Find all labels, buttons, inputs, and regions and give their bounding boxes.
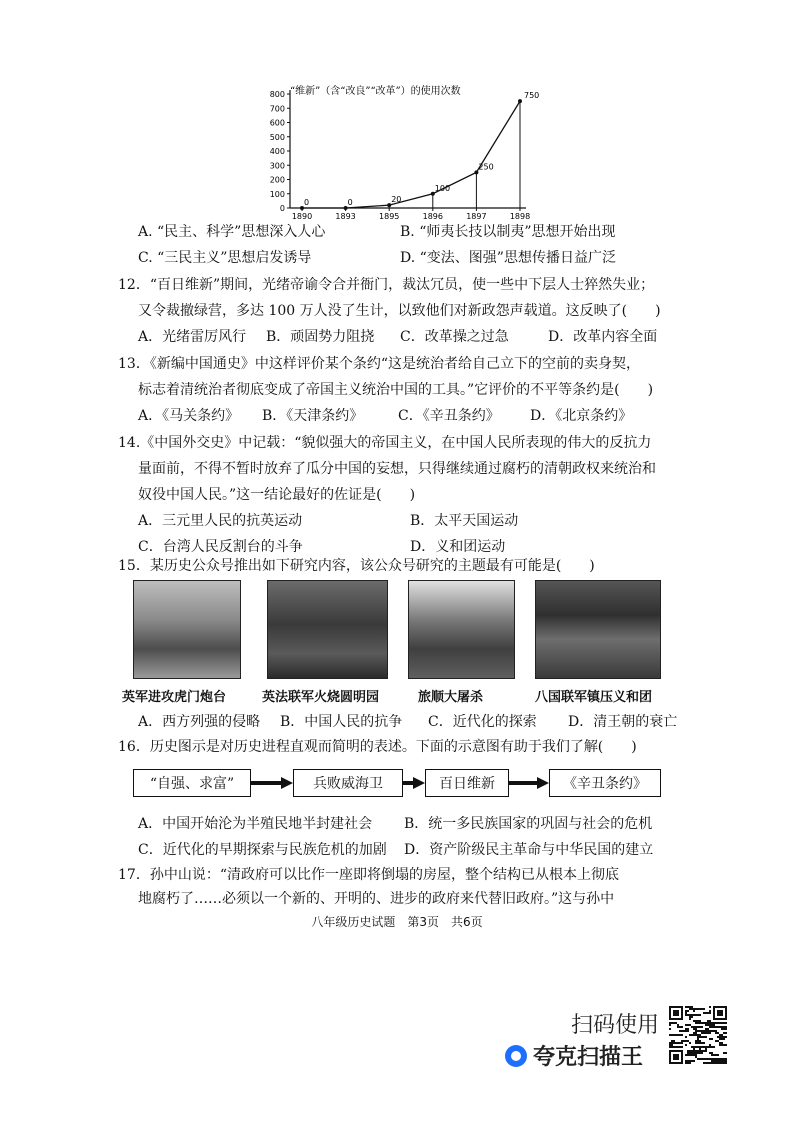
flow-box-hundred-days-reform: 百日维新 [425, 769, 509, 797]
photo-humen-fort [133, 580, 241, 679]
usage-count-line-chart [252, 82, 552, 222]
y-tick-label: 500 [269, 132, 285, 142]
q15-option-c[interactable]: C．近代化的探索 [428, 714, 537, 730]
data-label: 0 [304, 198, 310, 207]
qr-code-icon[interactable] [667, 1004, 729, 1066]
q17-stem-line1: 17．孙中山说：“清政府可以比作一座即将倒塌的房屋，整个结构已从根本上彻底 [118, 867, 619, 883]
page-footer: 八年级历史试题 第3页 共6页 [311, 915, 483, 929]
q15-option-d[interactable]: D．清王朝的衰亡 [568, 714, 678, 730]
q12-option-b[interactable]: B．顽固势力阻挠 [266, 329, 375, 345]
y-tick-label: 400 [269, 147, 285, 156]
y-tick-label: 300 [269, 161, 285, 171]
q14-stem-line3: 奴役中国人民。”这一结论最好的佐证是( ) [138, 487, 416, 503]
photo-lushun-massacre [408, 580, 515, 679]
q16-option-d[interactable]: D．资产阶级民主革命与中华民国的建立 [404, 842, 654, 858]
quark-logo-icon [505, 1045, 527, 1067]
x-tick-label: 1898 [509, 212, 531, 221]
q15-option-a[interactable]: A．西方列强的侵略 [138, 714, 261, 730]
q13-stem-line1: 13．《新编中国通史》中这样评价某个条约“这是统治者给自己立下的空前的卖身契， [118, 356, 640, 372]
data-point [518, 99, 522, 103]
y-tick-label: 200 [269, 175, 285, 185]
q11-option-a[interactable]: A. “民主、科学”思想深入人心 [138, 224, 326, 240]
q11-option-c[interactable]: C. “三民主义”思想启发诱导 [138, 250, 312, 266]
data-label: 750 [524, 91, 540, 101]
x-tick-label: 1896 [422, 212, 443, 221]
q11-option-d[interactable]: D. “变法、图强”思想传播日益广泛 [400, 250, 616, 266]
flow-box-boxer-protocol: 《辛丑条约》 [549, 769, 661, 797]
y-tick-label: 100 [269, 189, 285, 199]
q14-option-b[interactable]: B．太平天国运动 [410, 513, 519, 529]
caption-humen: 英军进攻虎门炮台 [122, 690, 227, 705]
flow-arrow-icon [509, 777, 549, 789]
data-label: 100 [434, 183, 451, 193]
q14-option-c[interactable]: C．台湾人民反割台的斗争 [138, 539, 303, 555]
q12-stem-line2: 又令裁撤绿营，多达 100 万人没了生计，以致他们对新政怨声载道。这反映了( ) [138, 303, 661, 319]
q12-option-d[interactable]: D．改革内容全面 [548, 329, 658, 345]
flow-arrow-icon [403, 777, 425, 789]
q13-option-a[interactable]: A．《马关条约》 [138, 408, 240, 424]
x-tick-label: 1890 [291, 212, 313, 221]
chart-title: “维新”（含“改良”“改革”）的使用次数 [290, 86, 461, 97]
q13-option-d[interactable]: D．《北京条约》 [530, 408, 633, 424]
q13-option-c[interactable]: C．《辛丑条约》 [398, 408, 500, 424]
q12-option-c[interactable]: C．改革操之过急 [400, 329, 509, 345]
q12-stem-line1: 12．“百日维新”期间，光绪帝谕令合并衙门，裁汰冗员，使一些中下层人士猝然失业； [118, 277, 655, 293]
q15-stem: 15．某历史公众号推出如下研究内容，该公众号研究的主题最有可能是( ) [118, 558, 595, 574]
q13-option-b[interactable]: B．《天津条约》 [262, 408, 364, 424]
scanner-brand [505, 1040, 643, 1071]
q12-option-a[interactable]: A．光绪雷厉风行 [138, 329, 247, 345]
caption-boxer: 八国联军镇压义和团 [535, 690, 653, 705]
photo-boxer-suppression [535, 580, 661, 679]
caption-yuanmingyuan: 英法联军火烧圆明园 [262, 690, 380, 705]
y-tick-label: 800 [269, 90, 285, 99]
q17-stem-line2: 地腐朽了……必须以一个新的、开明的、进步的政府来代替旧政府。”这与孙中 [138, 891, 615, 907]
photo-yuanmingyuan-fire [267, 580, 388, 679]
flow-box-self-strengthening: “自强、求富” [133, 769, 251, 797]
q11-option-b[interactable]: B. “师夷长技以制夷”思想开始出现 [400, 224, 616, 240]
q14-option-d[interactable]: D．义和团运动 [410, 539, 506, 555]
q14-option-a[interactable]: A．三元里人民的抗英运动 [138, 513, 303, 529]
q15-option-b[interactable]: B．中国人民的抗争 [280, 714, 403, 730]
data-label: 20 [391, 195, 402, 205]
scanner-brand-name: 夸克扫描王 [533, 1045, 644, 1070]
q16-option-a[interactable]: A．中国开始沦为半殖民地半封建社会 [138, 816, 373, 832]
x-tick-label: 1897 [466, 212, 487, 221]
series-line [302, 101, 520, 208]
y-tick-label: 600 [269, 118, 285, 128]
y-tick-label: 700 [269, 104, 285, 114]
caption-lushun: 旅顺大屠杀 [418, 690, 484, 705]
x-tick-label: 1893 [335, 212, 356, 221]
q16-option-b[interactable]: B．统一多民族国家的巩固与社会的危机 [404, 816, 653, 832]
data-label: 250 [478, 162, 494, 172]
y-tick-label: 0 [279, 204, 285, 213]
data-label: 0 [347, 198, 353, 207]
q14-stem-line2: 量面前，不得不暂时放弃了瓜分中国的妄想，只得继续通过腐朽的清朝政权来统治和 [138, 461, 656, 477]
flow-arrow-icon [251, 777, 293, 789]
q13-stem-line2: 标志着清统治者彻底变成了帝国主义统治中国的工具。”它评价的不平等条约是( ) [138, 382, 654, 398]
x-tick-label: 1895 [379, 212, 400, 221]
scan-to-use-label: 扫码使用 [571, 1013, 660, 1038]
q16-option-c[interactable]: C．近代化的早期探索与民族危机的加剧 [138, 842, 387, 858]
flow-box-weihaiwei: 兵败威海卫 [293, 769, 403, 797]
q14-stem-line1: 14.《中国外交史》中记载：“貌似强大的帝国主义，在中国人民所表现的伟大的反抗力 [118, 435, 652, 451]
q16-stem: 16．历史图示是对历史进程直观而简明的表述。下面的示意图有助于我们了解( ) [118, 739, 637, 755]
